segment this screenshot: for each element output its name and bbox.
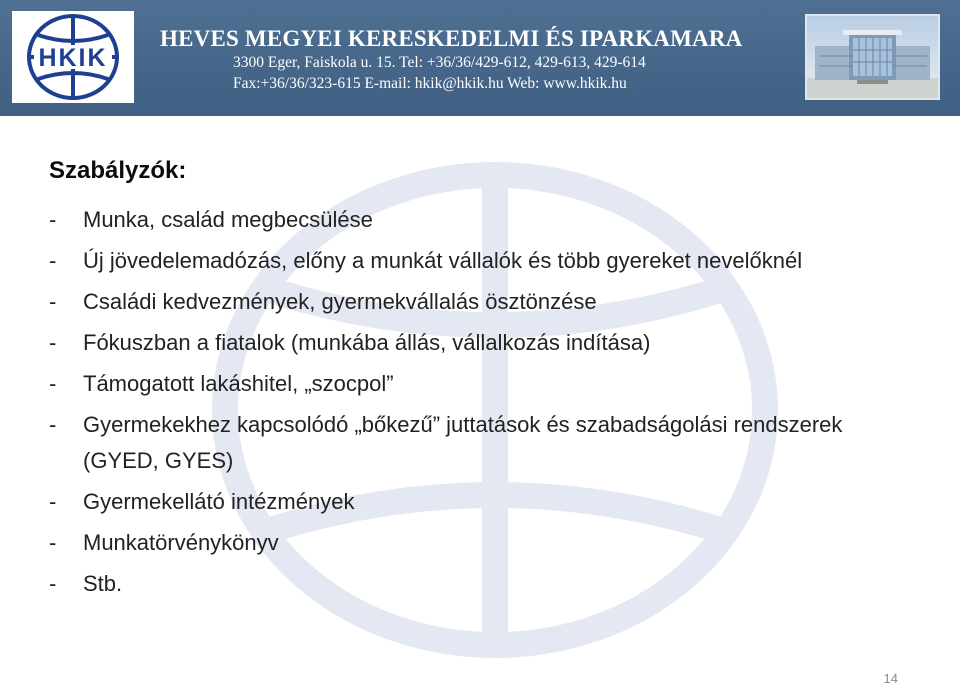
list-item xyxy=(49,284,949,320)
list-item-text: Stb. xyxy=(83,571,123,596)
list-item-text: Támogatott lakáshitel, „szocpol” xyxy=(83,371,394,396)
org-name: HEVES MEGYEI KERESKEDELMI ÉS IPARKAMARA xyxy=(160,26,743,51)
bullet-dash: - xyxy=(49,207,57,232)
slide-content xyxy=(49,154,949,607)
bullet-dash: - xyxy=(49,571,57,596)
list-item xyxy=(49,407,913,479)
bullet-dash: - xyxy=(49,412,57,437)
list-item-text: Munkatörvénykönyv xyxy=(83,530,279,555)
list-item-text: Családi kedvezmények, gyermekvállalás ösztönzése xyxy=(83,289,597,314)
list-item-text: Új jövedelemadózás, előny a munkát vállalók és több gyereket nevelőknél xyxy=(83,248,803,273)
bullet-dash: - xyxy=(49,289,57,314)
contact-address-phone: 3300 Eger, Faiskola u. 15. Tel: +36/36/429-612, 429-613, 429-614 xyxy=(233,54,646,71)
list-item xyxy=(49,484,949,520)
list-item xyxy=(49,525,949,561)
building-photo xyxy=(805,14,940,100)
page-number: 14 xyxy=(883,671,898,686)
bullet-dash: - xyxy=(49,371,57,396)
building-icon xyxy=(807,16,938,98)
logo-text: HKIK xyxy=(38,44,108,72)
contact-fax-email-web: Fax:+36/36/323-615 E-mail: hkik@hkik.hu Web: www.hkik.hu xyxy=(233,75,627,92)
slide-title: Szabályzók: xyxy=(49,157,187,184)
list-item xyxy=(49,325,949,361)
bullet-dash: - xyxy=(49,530,57,555)
header-band xyxy=(0,0,960,116)
list-item xyxy=(49,566,949,602)
list-item xyxy=(49,243,853,279)
list-item-text: Fókuszban a fiatalok (munkába állás, vállalkozás indítása) xyxy=(83,330,651,355)
list-item xyxy=(49,202,949,238)
list-item-text: Gyermekekhez kapcsolódó „bőkezű” juttatások és szabadságolási rendszerek (GYED, GYES) xyxy=(83,412,843,473)
bullet-dash: - xyxy=(49,248,57,273)
bullet-dash: - xyxy=(49,330,57,355)
list-item-text: Gyermekellátó intézmények xyxy=(83,489,355,514)
bullet-dash: - xyxy=(49,489,57,514)
hkik-logo xyxy=(12,11,134,103)
list-item xyxy=(49,366,949,402)
regulator-list xyxy=(49,202,949,602)
list-item-text: Munka, család megbecsülése xyxy=(83,207,373,232)
globe-logo-icon xyxy=(12,11,134,103)
